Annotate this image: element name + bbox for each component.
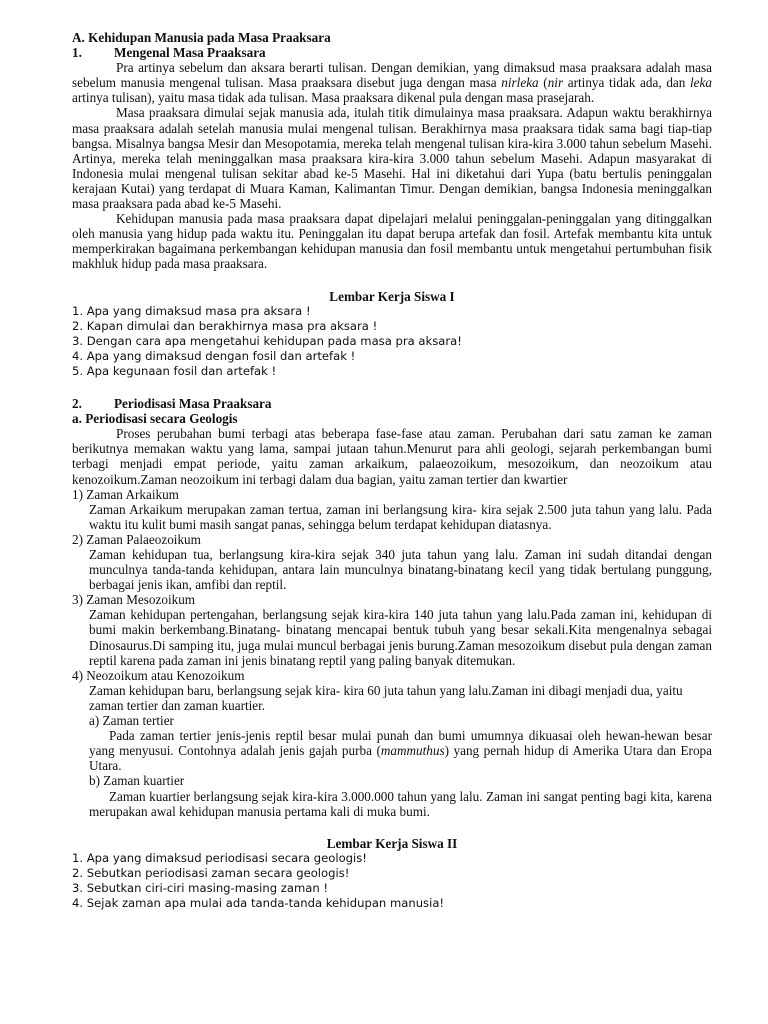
subsection-1-heading (72, 45, 712, 60)
tertier-text-b: ) yang pernah hidup di Amerika Utara dan Eropa Utara. (89, 743, 712, 774)
worksheet-2-question: 4. Sejak zaman apa mulai ada tanda-tanda kehidupan manusia! (72, 896, 445, 911)
era-heading-arkaikum: 1) Zaman Arkaikum (72, 486, 179, 502)
p1-text-c: artinya tidak ada, dan (563, 75, 691, 91)
era-body-palaeozoikum: Zaman kehidupan tua, berlangsung kira-kira sejak 340 juta tahun yang lalu. Zaman ini sudah ditandai dengan munculnya tanda-tanda kehidupan, antara lain munculnya binatang-binatang kecil yang tidak bertulang punggung, berbagai jenis ikan, amfibi dan reptil. (89, 547, 712, 593)
subsection-1-title: Mengenal Masa Praaksara (114, 45, 266, 61)
era-heading-kuartier: b) Zaman kuartier (89, 773, 185, 789)
worksheet-1-question: 4. Apa yang dimaksud dengan fosil dan artefak ! (72, 348, 356, 363)
era-body-mesozoikum: Zaman kehidupan pertengahan, berlangsung sejak kira-kira 140 juta tahun yang lalu.Pada zaman ini, kehidupan di bumi makin berkembang.Binatang- binatang mencapai bentuk tubuh yang besar sekali.Kita mengenalnya sebagai Dinosaurus.Di samping itu, juga mulai muncul berbagai jenis burung.Zaman mesozoikum disebut pula dengan zaman reptil karena pada zaman ini jenis binatang reptil yang paling banyak ditemukan. (89, 607, 712, 668)
era-body-arkaikum: Zaman Arkaikum merupakan zaman tertua, zaman ini berlangsung kira- kira sejak 2.500 juta tahun yang lalu. Pada waktu itu kulit bumi masih sangat panas, sehingga belum terdapat kehidupan diatasnya. (89, 501, 712, 532)
worksheet-1-question: 1. Apa yang dimaksud masa pra aksara ! (72, 303, 311, 318)
worksheet-2-question: 3. Sebutkan ciri-ciri masing-masing zaman ! (72, 880, 329, 895)
section-a-heading: A. Kehidupan Manusia pada Masa Praaksara (72, 30, 331, 45)
era-body-neozoikum: Zaman kehidupan baru, berlangsung sejak kira- kira 60 juta tahun yang lalu.Zaman ini dibagi menjadi dua, yaitu zaman tertier dan zaman kuartier. (89, 682, 683, 713)
p1-term-nir: nir (547, 75, 564, 91)
era-heading-mesozoikum: 3) Zaman Mesozoikum (72, 592, 196, 608)
era-heading-palaeozoikum: 2) Zaman Palaeozoikum (72, 531, 201, 547)
paragraph-pra-aksara-definition (72, 60, 712, 105)
worksheet-2-title: Lembar Kerja Siswa II (326, 835, 458, 851)
worksheet-1-question: 5. Apa kegunaan fosil dan artefak ! (72, 363, 277, 378)
era-body-kuartier: Zaman kuartier berlangsung sejak kira-kira 3.000.000 tahun yang lalu. Zaman ini sangat penting bagi kita, karena merupakan awal kehidupan manusia pertama kali di muka bumi. (89, 788, 712, 819)
tertier-term-mammuthus: mammuthus (380, 743, 445, 759)
paragraph-masa-praaksara-timeline: Masa praaksara dimulai sejak manusia ada, itulah titik dimulainya masa praaksara. Adapun waktu berakhirnya masa praaksara adalah setelah manusia mulai mengenal tulisan. Berakhirnya masa praaksara tidak sama bagi tiap-tiap bangsa. Misalnya bangsa Mesir dan Mesopotamia, mereka telah mengenal tulisan kira-kira 3.000 tahun sebelum Masehi. Artinya, mereka telah meninggalkan masa praaksara kira-kira 3.000 tahun sebelum Masehi. Adapun masyarakat di Indonesia mulai mengenal tulisan sekitar abad ke-5 Masehi. Hal ini diketahui dari Yupa (batu bertulis peninggalan kerajaan Kutai) yang terdapat di Muara Kaman, Kalimantan Timur. Dengan demikian, bangsa Indonesia meninggalkan masa praaksara pada abad ke-5 Masehi. (72, 105, 712, 212)
subsection-2-number: 2. (72, 396, 82, 412)
subsection-2-heading (72, 396, 712, 411)
paragraph-geologi: Proses perubahan bumi terbagi atas beberapa fase-fase atau zaman. Perubahan dari satu zaman ke zaman berikutnya memakan waktu yang lama, sampai jutaan tahun.Menurut para ahli geologi, sejarah perkembangan bumi terbagi menjadi empat periode, yaitu zaman arkaikum, palaeozoikum, mesozoikum, dan neozoikum atau kenozoikum.Zaman neozoikum ini terbagi dalam dua bagian, yaitu zaman tertier dan kwartier (72, 426, 712, 487)
era-heading-tertier: a) Zaman tertier (89, 713, 174, 729)
era-heading-neozoikum: 4) Neozoikum atau Kenozoikum (72, 667, 245, 683)
subsection-2a-heading: a. Periodisasi secara Geologis (72, 411, 238, 427)
worksheet-2-question: 2. Sebutkan periodisasi zaman secara geologis! (72, 865, 350, 880)
p1-term-leka: leka (690, 75, 712, 91)
subsection-2-title: Periodisasi Masa Praaksara (114, 396, 272, 412)
p1-text-d: artinya tulisan), yaitu masa tidak ada tulisan. Masa praaksara dikenal pula dengan masa prasejarah. (72, 90, 595, 106)
p1-term-nirleka: nirleka (501, 75, 539, 91)
worksheet-1-question: 3. Dengan cara apa mengetahui kehidupan pada masa pra aksara! (72, 333, 462, 348)
worksheet-1-questions (72, 304, 712, 379)
p1-text-a: Pra artinya sebelum dan aksara berarti tulisan. Dengan demikian, yang dimaksud masa praaksara adalah masa sebelum manusia mengenal tulisan. Masa praaksara disebut juga dengan masa (72, 60, 712, 91)
worksheet-1-title: Lembar Kerja Siswa I (329, 288, 455, 304)
era-body-tertier (72, 728, 712, 773)
worksheet-2-question: 1. Apa yang dimaksud periodisasi secara geologis! (72, 850, 367, 865)
worksheet-1-question: 2. Kapan dimulai dan berakhirnya masa pra aksara ! (72, 318, 378, 333)
tertier-text-a: Pada zaman tertier jenis-jenis reptil besar mulai punah dan bumi umumnya dikuasai oleh hewan-hewan besar yang menyusui. Contohnya adalah jenis gajah purba ( (89, 728, 712, 759)
subsection-1-number: 1. (72, 45, 82, 61)
p1-text-b: ( (538, 75, 548, 91)
worksheet-2-questions (72, 851, 712, 911)
paragraph-peninggalan: Kehidupan manusia pada masa praaksara dapat dipelajari melalui peninggalan-peninggalan yang ditinggalkan oleh manusia yang hidup pada waktu itu. Peninggalan itu dapat berupa artefak dan fosil. Artefak membantu kita untuk memperkirakan bagaimana perkembangan kehidupan manusia dan fosil membantu untuk mengetahui pertumbuhan fisik makhluk hidup pada masa praaksara. (72, 211, 712, 272)
